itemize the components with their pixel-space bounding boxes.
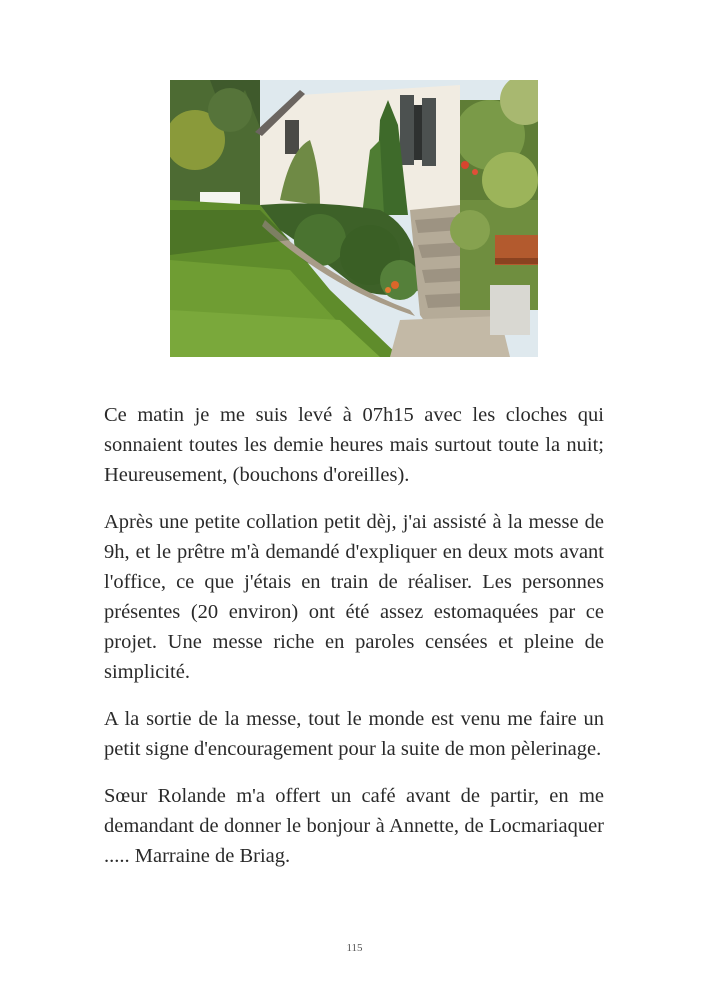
garden-house-photo	[170, 80, 538, 357]
paragraph-2: Après une petite collation petit dèj, j'ai assisté à la messe de 9h, et le prêtre m'à demandé d'expliquer en deux mots avant l'office, ce que j'étais en train de réaliser. Les personnes présentes (20 environ) ont été assez estomaquées par ce projet. Une messe riche en paroles censées et pleine de simplicité.	[104, 511, 604, 683]
paragraph-3: A la sortie de la messe, tout le monde est venu me faire un petit signe d'encouragement pour la suite de mon pèlerinage.	[104, 708, 604, 760]
page-number: 115	[346, 942, 363, 954]
paragraph-1: Ce matin je me suis levé à 07h15 avec les cloches qui sonnaient toutes les demie heures mais surtout toute la nuit; Heureusement, (bouchons d'oreilles).	[104, 404, 604, 486]
body-text	[104, 400, 604, 888]
paragraph-4: Sœur Rolande m'a offert un café avant de partir, en me demandant de donner le bonjour à Annette, de Locmariaquer ..... Marraine de Briag.	[104, 785, 604, 867]
